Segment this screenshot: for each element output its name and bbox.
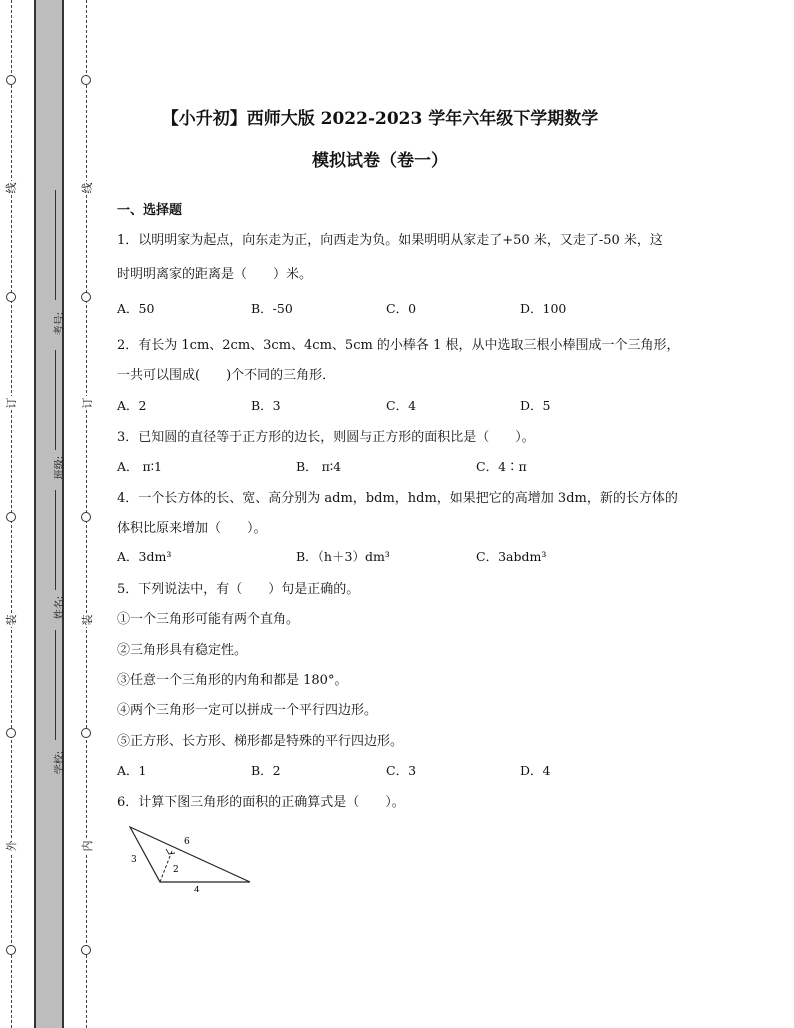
question-6-text: 6．计算下图三角形的面积的正确算式是（ ）。 (117, 795, 405, 810)
question-4-option-a: A．3dm³ (117, 549, 172, 564)
right-angle-mark (166, 849, 175, 854)
label-base: 4 (194, 886, 200, 892)
question-1-option-a: A．50 (117, 301, 155, 316)
question-5-option-c: C．3 (386, 763, 417, 778)
field-line (55, 490, 56, 590)
binding-strip (34, 0, 64, 1028)
paper-title: 【小升初】西师大版 2022-2023 学年六年级下学期数学 (161, 109, 599, 129)
field-line (55, 190, 56, 300)
margin-char-xian: 线 (5, 182, 18, 194)
question-1-option-c: C．0 (386, 301, 417, 316)
punch-hole (81, 75, 91, 85)
punch-hole (6, 945, 16, 955)
question-4-option-b: B．（h＋3）dm³ (296, 549, 390, 564)
question-2-text: 2．有长为 1cm、2cm、3cm、4cm、5cm 的小棒各 1 根，从中选取三根小棒围成一个三角形， (117, 338, 680, 353)
question-2-option-c: C．4 (386, 398, 417, 413)
question-1-text: 时明明离家的距离是（ ）米。 (117, 267, 313, 282)
punch-hole (6, 75, 16, 85)
question-1-option-b: B．-50 (251, 301, 293, 316)
margin-char-wai: 外 (5, 840, 18, 852)
margin-char-ding: 订 (5, 397, 18, 409)
question-5-statement: ④两个三角形一定可以拼成一个平行四边形。 (117, 703, 378, 718)
name-label: 姓名: (54, 595, 66, 620)
question-2-option-d: D．5 (520, 398, 551, 413)
punch-hole (81, 512, 91, 522)
triangle-shape (130, 827, 250, 882)
question-1-option-d: D．100 (520, 301, 567, 316)
margin-char-xian: 线 (81, 182, 94, 194)
margin-char-zhuang: 装 (5, 614, 18, 626)
question-3-option-c: C．4∶π (476, 459, 527, 474)
question-5-text: 5．下列说法中，有（ ）句是正确的。 (117, 582, 360, 597)
margin-char-nei: 内 (81, 840, 94, 852)
punch-hole (81, 945, 91, 955)
question-3-option-b: B． π∶4 (296, 459, 342, 474)
question-5-statement: ①一个三角形可能有两个直角。 (117, 612, 300, 627)
question-4-text: 体积比原来增加（ ）。 (117, 521, 267, 536)
punch-hole (6, 512, 16, 522)
question-2-text: 一共可以围成( )个不同的三角形． (117, 368, 336, 383)
question-3-option-a: A． π∶1 (117, 459, 162, 474)
question-5-option-b: B．2 (251, 763, 281, 778)
paper-subtitle: 模拟试卷（卷一） (312, 151, 448, 171)
question-5-option-a: A．1 (117, 763, 147, 778)
label-height: 2 (173, 865, 179, 875)
triangle-figure (120, 822, 260, 892)
question-5-statement: ②三角形具有稳定性。 (117, 643, 248, 658)
question-4-option-c: C．3abdm³ (476, 549, 547, 564)
field-line (55, 350, 56, 450)
question-2-option-a: A．2 (117, 398, 147, 413)
school-label: 学校: (54, 750, 66, 775)
question-1-text: 1．以明明家为起点，向东走为正，向西走为负。如果明明从家走了+50 米，又走了-50 米，这 (117, 233, 663, 248)
margin-char-ding: 订 (81, 397, 94, 409)
question-3-text: 3．已知圆的直径等于正方形的边长，则圆与正方形的面积比是（ ）。 (117, 430, 535, 445)
field-line (55, 630, 56, 740)
punch-hole (6, 292, 16, 302)
question-4-text: 4．一个长方体的长、宽、高分别为 adm，bdm，hdm，如果把它的高增加 3dm，新的长方体的 (117, 491, 678, 506)
question-2-option-b: B．3 (251, 398, 281, 413)
section-heading: 一、选择题 (117, 203, 183, 218)
question-5-statement: ③任意一个三角形的内角和都是 180°。 (117, 673, 348, 688)
margin-char-zhuang: 装 (81, 614, 94, 626)
question-5-statement: ⑤正方形、长方形、梯形都是特殊的平行四边形。 (117, 734, 404, 749)
punch-hole (81, 728, 91, 738)
label-side-left: 3 (131, 855, 137, 865)
punch-hole (81, 292, 91, 302)
class-label: 班级: (54, 455, 66, 480)
label-side-top: 6 (184, 837, 190, 847)
punch-hole (6, 728, 16, 738)
exam-number-label: 考号: (54, 311, 66, 336)
height-line (160, 851, 172, 882)
question-5-option-d: D．4 (520, 763, 551, 778)
